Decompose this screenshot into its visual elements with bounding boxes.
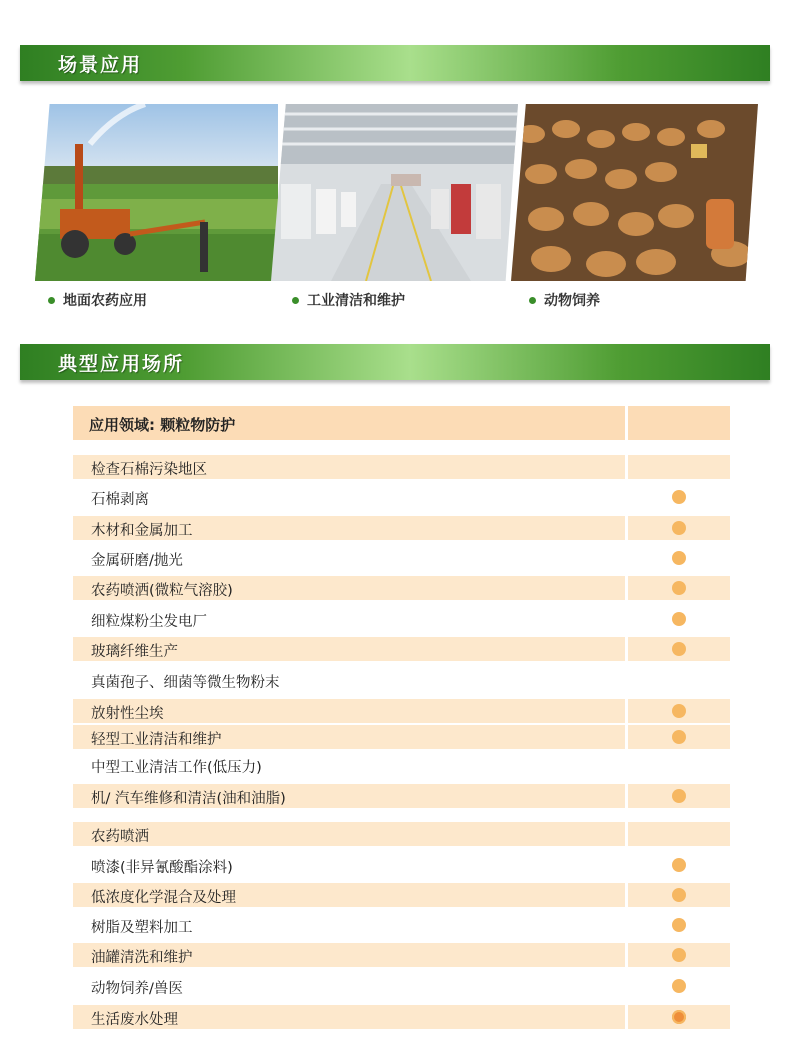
caption-animal-husbandry xyxy=(529,290,600,310)
row-label: 喷漆(非异氰酸酯涂料) xyxy=(91,860,233,876)
table-row xyxy=(73,668,730,692)
row-label: 检查石棉污染地区 xyxy=(91,462,207,478)
table-row xyxy=(73,485,730,509)
applicable-dot-icon xyxy=(672,581,686,595)
row-label: 机/ 汽车维修和清洁(油和油脂) xyxy=(91,791,286,807)
table-row xyxy=(73,576,730,600)
row-label: 石棉剥离 xyxy=(91,492,149,508)
row-label: 细粒煤粉尘发电厂 xyxy=(91,614,207,630)
row-label: 油罐清洗和维护 xyxy=(91,950,193,966)
row-label: 树脂及塑料加工 xyxy=(91,920,193,936)
applicable-dot-icon xyxy=(672,612,686,626)
table-header xyxy=(73,406,730,440)
applicable-dot-icon xyxy=(672,979,686,993)
table-row xyxy=(73,1005,730,1029)
table-row xyxy=(73,725,730,749)
row-label: 动物饲养/兽医 xyxy=(91,981,183,997)
section-banner-typical-sites xyxy=(20,344,770,380)
table-row xyxy=(73,607,730,631)
row-label: 真菌孢子、细菌等微生物粉末 xyxy=(91,675,280,691)
applicable-dot-icon xyxy=(672,551,686,565)
bullet-icon xyxy=(529,297,536,304)
table-row xyxy=(73,753,730,777)
factory-floor-photo xyxy=(271,104,518,281)
row-label: 金属研磨/抛光 xyxy=(91,553,183,569)
applicable-dot-icon xyxy=(672,521,686,535)
poultry-farm-photo xyxy=(511,104,758,281)
caption-text: 动物饲养 xyxy=(544,293,600,309)
row-label: 农药喷洒 xyxy=(91,829,149,845)
table-row xyxy=(73,943,730,967)
caption-industrial-cleaning xyxy=(292,290,405,310)
table-row xyxy=(73,853,730,877)
applicable-dot-icon xyxy=(672,642,686,656)
applicable-dot-icon xyxy=(672,1010,686,1024)
applicable-dot-icon xyxy=(672,948,686,962)
bullet-icon xyxy=(292,297,299,304)
caption-text: 地面农药应用 xyxy=(63,293,147,309)
bullet-icon xyxy=(48,297,55,304)
table-row xyxy=(73,822,730,846)
table-row xyxy=(73,784,730,808)
table-row xyxy=(73,913,730,937)
table-row xyxy=(73,974,730,998)
header-label: 应用领域: 颗粒物防护 xyxy=(89,416,236,434)
applicable-dot-icon xyxy=(672,858,686,872)
farm-spraying-photo xyxy=(35,104,278,281)
applicable-dot-icon xyxy=(672,789,686,803)
header-mark-cell xyxy=(628,406,730,440)
table-row xyxy=(73,516,730,540)
table-row xyxy=(73,637,730,661)
row-label: 放射性尘埃 xyxy=(91,706,164,722)
applicable-dot-icon xyxy=(672,490,686,504)
section-title: 典型应用场所 xyxy=(58,353,185,375)
row-label: 农药喷洒(微粒气溶胶) xyxy=(91,583,233,599)
caption-text: 工业清洁和维护 xyxy=(307,293,405,309)
section-title: 场景应用 xyxy=(58,54,143,76)
applicable-dot-icon xyxy=(672,918,686,932)
header-label-cell xyxy=(73,406,625,440)
applicable-dot-icon xyxy=(672,730,686,744)
row-label: 中型工业清洁工作(低压力) xyxy=(91,760,262,776)
row-label: 木材和金属加工 xyxy=(91,523,193,539)
row-label: 轻型工业清洁和维护 xyxy=(91,732,222,748)
row-label: 低浓度化学混合及处理 xyxy=(91,890,236,906)
row-label: 玻璃纤维生产 xyxy=(91,644,178,660)
row-label: 生活废水处理 xyxy=(91,1012,178,1028)
applicable-dot-icon xyxy=(672,888,686,902)
table-row xyxy=(73,699,730,723)
table-row xyxy=(73,546,730,570)
table-row xyxy=(73,455,730,479)
caption-ground-pesticide xyxy=(48,290,147,310)
section-banner-scenarios xyxy=(20,45,770,81)
applicable-dot-icon xyxy=(672,704,686,718)
table-row xyxy=(73,883,730,907)
